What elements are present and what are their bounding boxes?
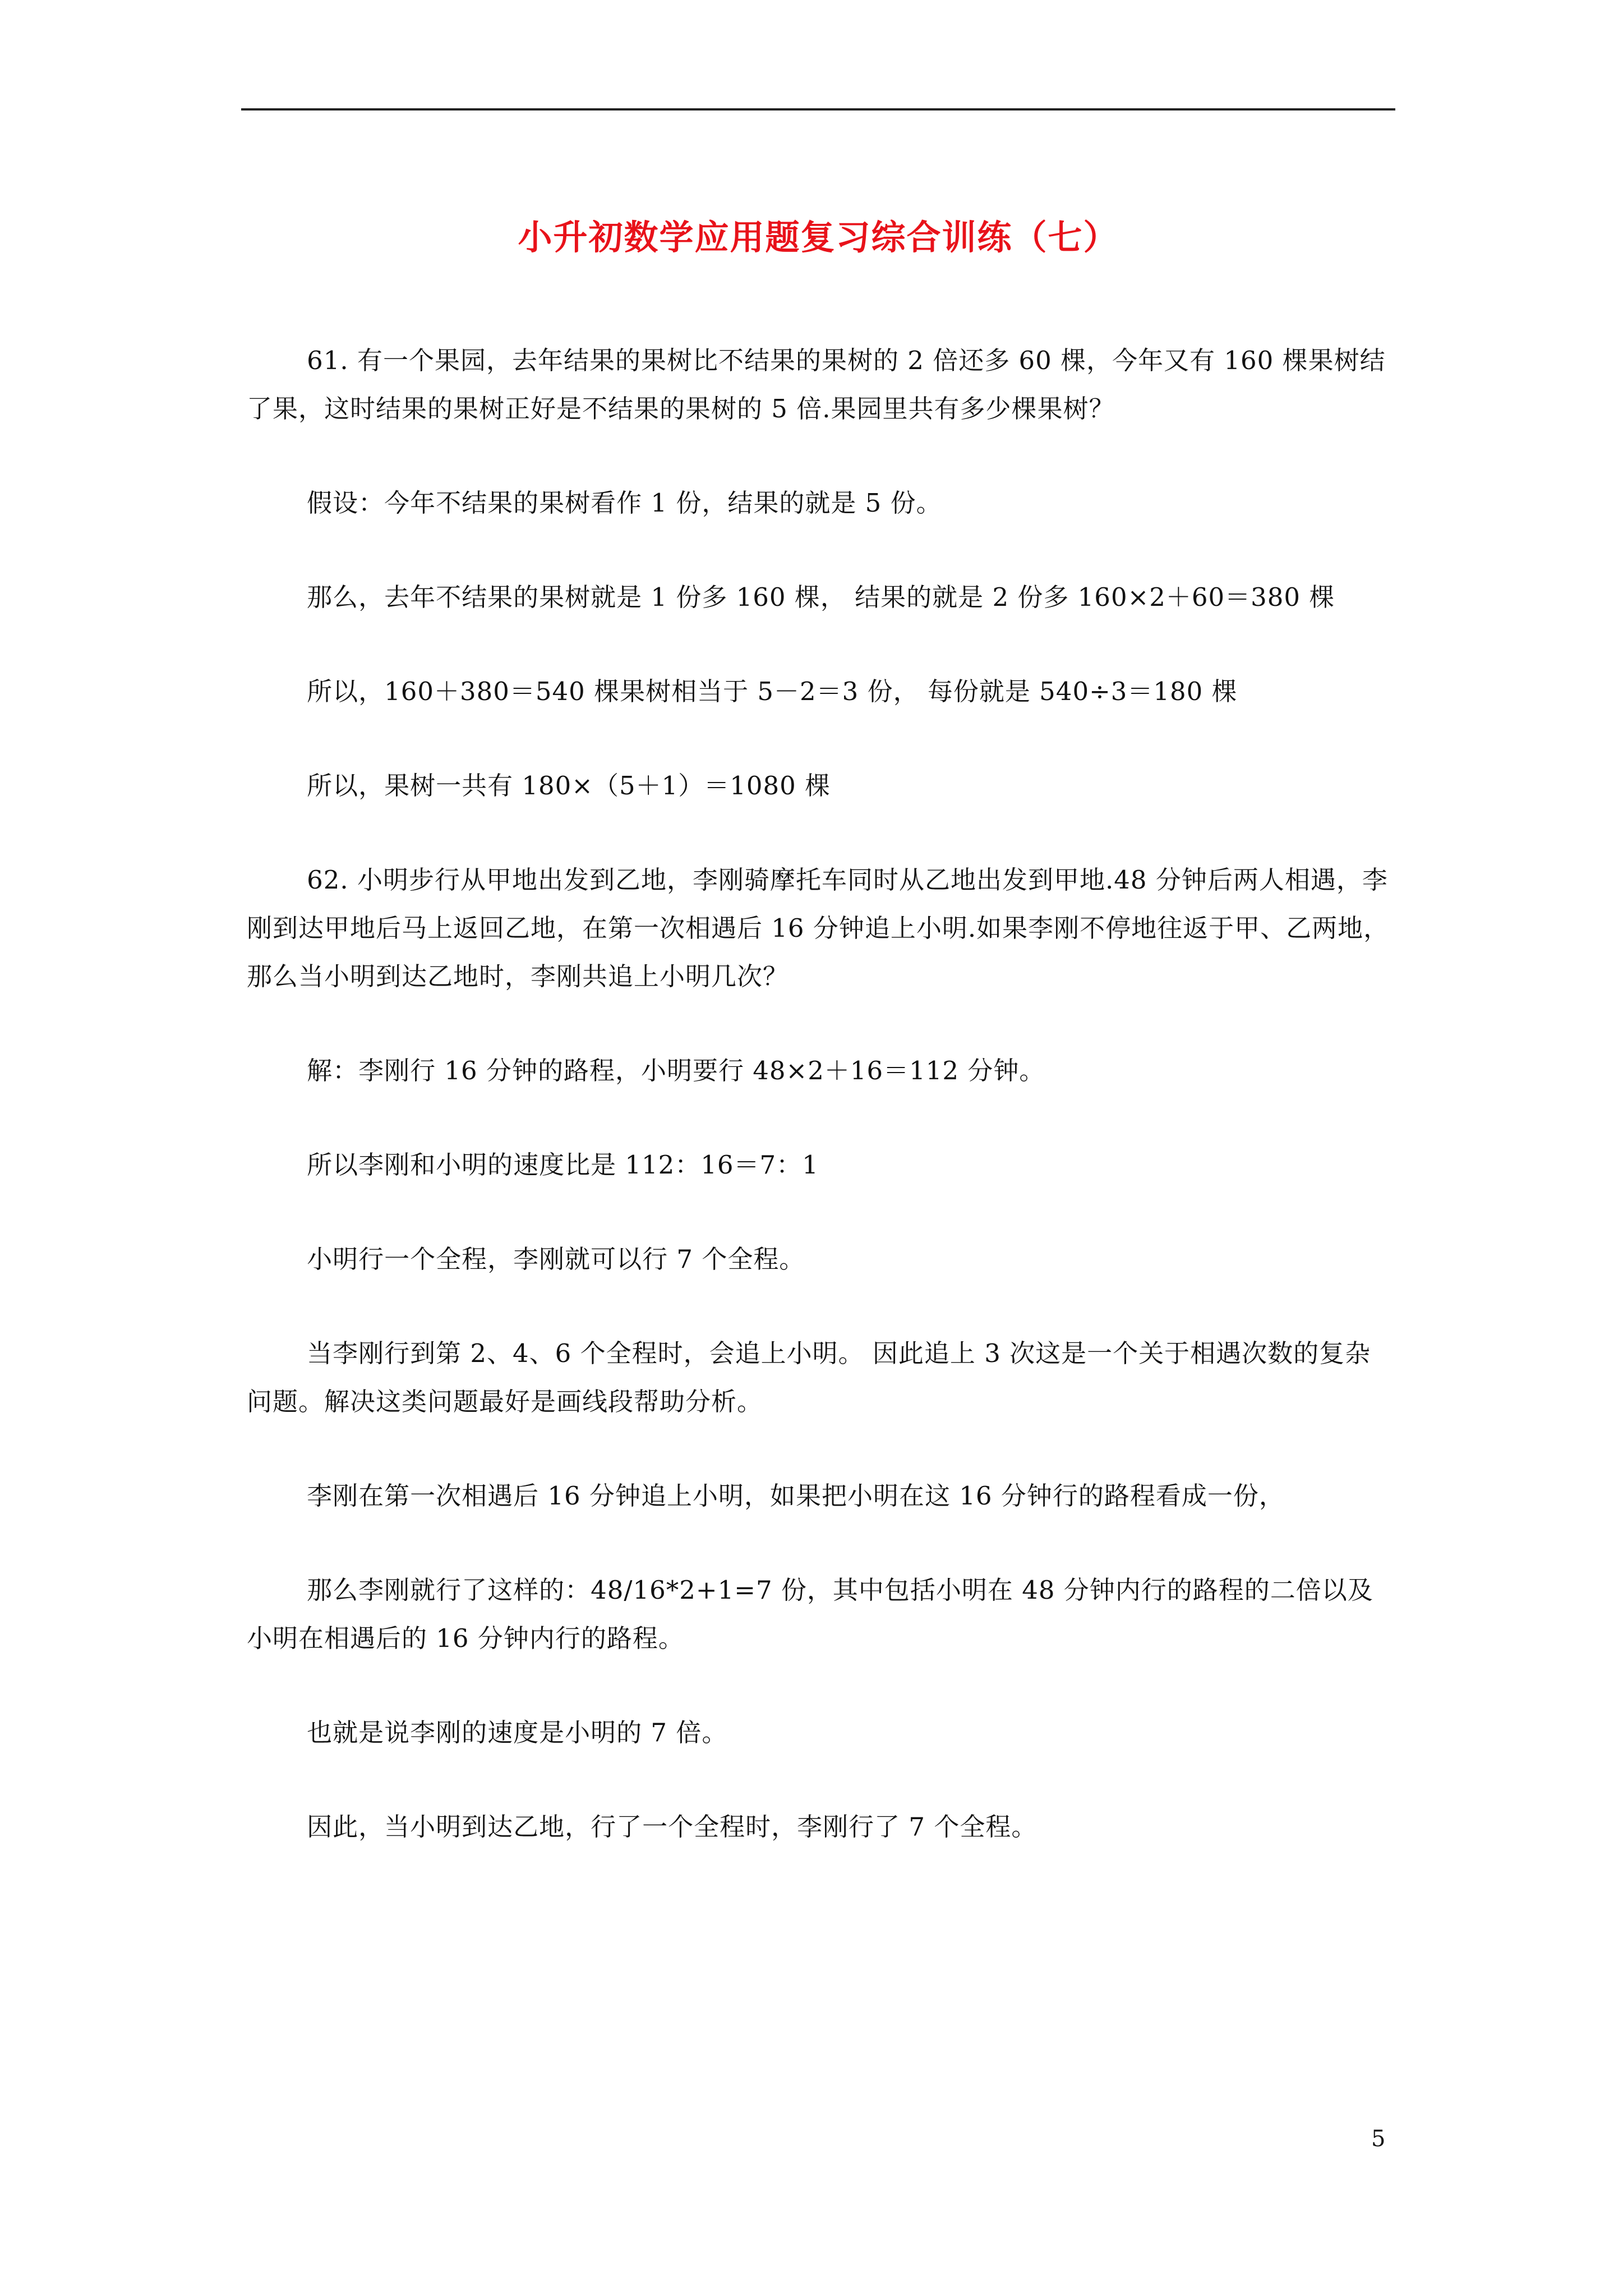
problem-61-statement: 61. 有一个果园，去年结果的果树比不结果的果树的 2 倍还多 60 棵，今年又有 160 棵果树结了果，这时结果的果树正好是不结果的果树的 5 倍.果园里共有多少棵果树？	[247, 346, 1386, 424]
problem-61-assumption: 假设：今年不结果的果树看作 1 份，结果的就是 5 份。	[307, 488, 942, 518]
document-title: 小升初数学应用题复习综合训练（七）	[518, 218, 1119, 257]
header-rule	[241, 108, 1395, 111]
problem-62-solution-5: 李刚在第一次相遇后 16 分钟追上小明，如果把小明在这 16 分钟行的路程看成一份，	[307, 1481, 1285, 1511]
document-body	[247, 337, 1396, 1897]
problem-61-step-2: 所以，160＋380＝540 棵果树相当于 5－2＝3 份， 每份就是 540÷3＝180 棵	[307, 677, 1238, 706]
problem-62-solution-2: 所以李刚和小明的速度比是 112：16＝7：1	[307, 1150, 819, 1180]
problem-61-answer: 所以，果树一共有 180×（5＋1）＝1080 棵	[307, 771, 831, 800]
problem-61-step-1: 那么，去年不结果的果树就是 1 份多 160 棵， 结果的就是 2 份多 160×2＋60＝380 棵	[307, 582, 1335, 612]
problem-62-solution-4: 当李刚行到第 2、4、6 个全程时，会追上小明。 因此追上 3 次这是一个关于相遇次数的复杂问题。解决这类问题最好是画线段帮助分析。	[247, 1338, 1371, 1416]
problem-62-solution-3: 小明行一个全程，李刚就可以行 7 个全程。	[307, 1244, 805, 1274]
problem-62-solution-6: 那么李刚就行了这样的：48/16*2+1=7 份，其中包括小明在 48 分钟内行的路程的二倍以及小明在相遇后的 16 分钟内行的路程。	[247, 1575, 1373, 1653]
page-number: 5	[1371, 2126, 1386, 2152]
problem-62-solution-7: 也就是说李刚的速度是小明的 7 倍。	[307, 1718, 728, 1747]
problem-62-solution-1: 解：李刚行 16 分钟的路程，小明要行 48×2＋16＝112 分钟。	[307, 1056, 1045, 1085]
problem-62-statement: 62. 小明步行从甲地出发到乙地，李刚骑摩托车同时从乙地出发到甲地.48 分钟后两人相遇，李刚到达甲地后马上返回乙地，在第一次相遇后 16 分钟追上小明.如果李刚不停地往返于甲、乙两地，那么当小明到达乙地时，李刚共追上小明几次？	[247, 865, 1390, 991]
problem-62-answer: 因此，当小明到达乙地，行了一个全程时，李刚行了 7 个全程。	[307, 1812, 1038, 1842]
